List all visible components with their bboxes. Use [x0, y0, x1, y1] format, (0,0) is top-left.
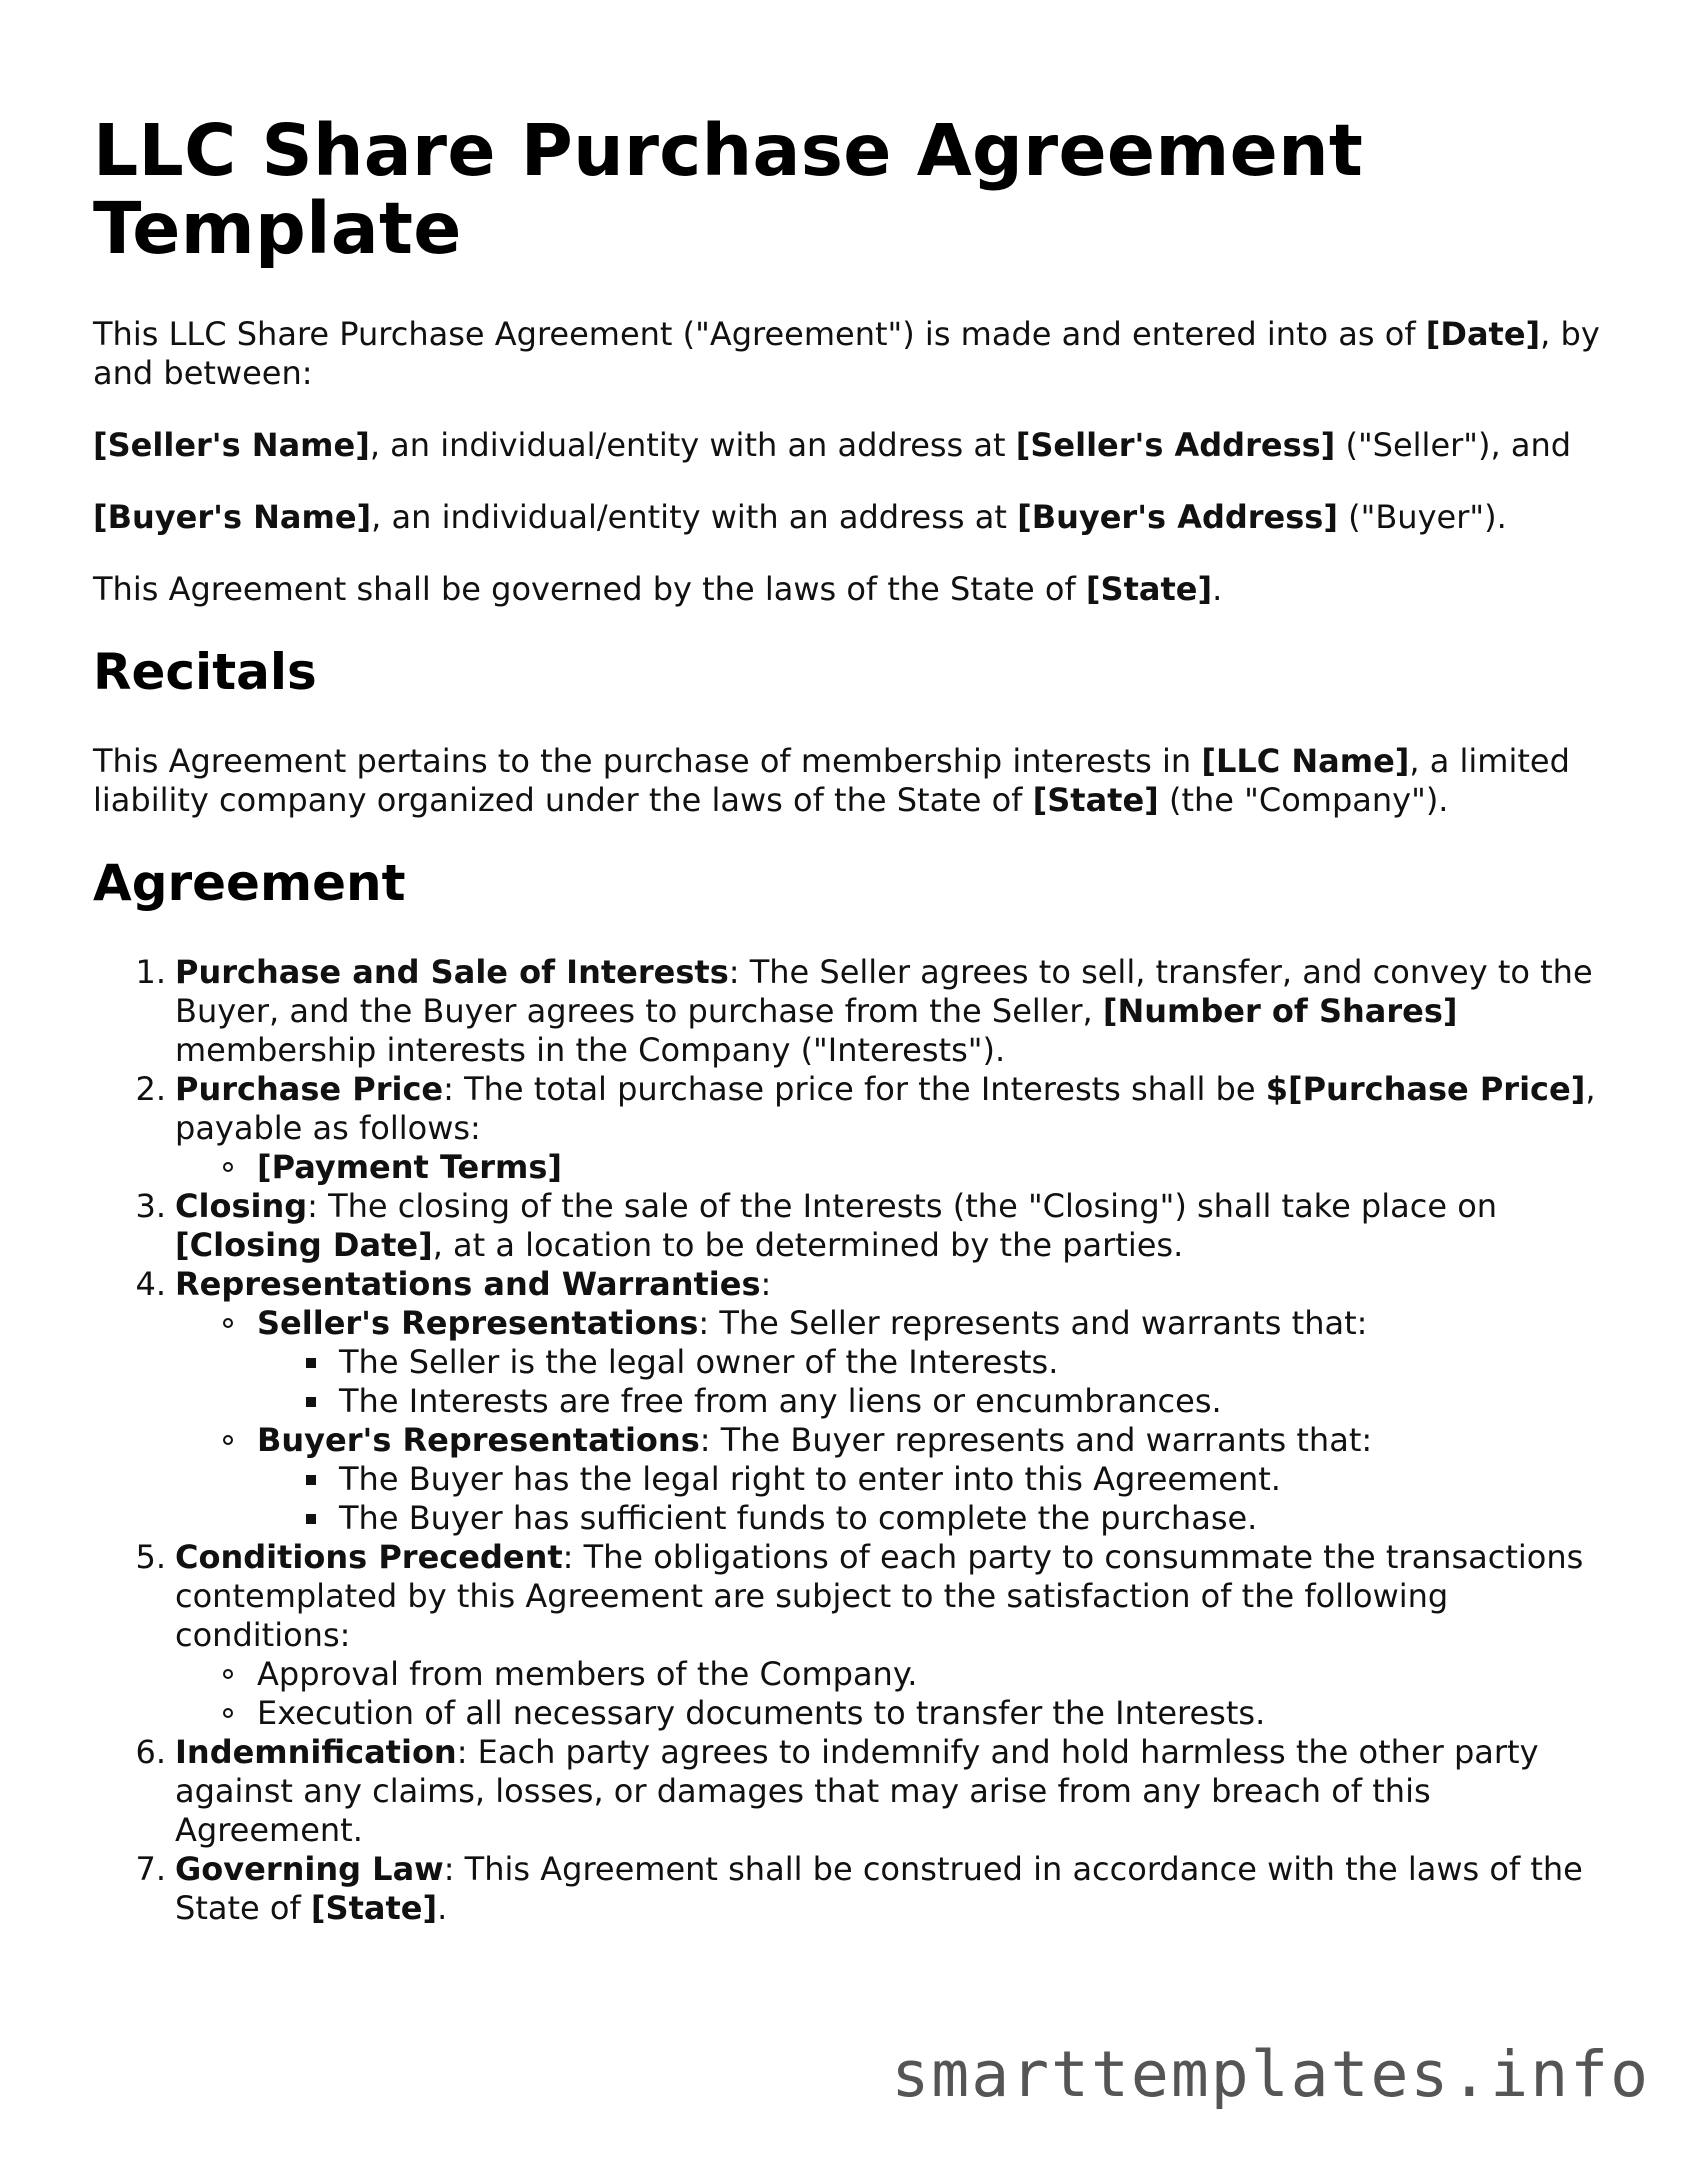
intro-paragraph: This LLC Share Purchase Agreement ("Agreement") is made and entered into as of [Date], by and between:: [93, 315, 1600, 392]
nested-list-item: The Buyer has the legal right to enter into this Agreement.: [257, 1460, 1603, 1499]
recitals-heading: Recitals: [93, 643, 317, 701]
nested-list: [257, 1343, 1603, 1421]
state-placeholder: [State]: [1085, 570, 1213, 608]
page-title: LLC Share Purchase Agreement Template: [93, 109, 1364, 270]
sub-list: [175, 1304, 1603, 1538]
llc-name-placeholder: [LLC Name]: [1201, 742, 1410, 780]
item-number: 3.: [135, 1187, 166, 1225]
list-item: 2. Purchase Price: The total purchase price for the Interests shall be $[Purchase Price], payable as follows: [Payment Terms]: [93, 1070, 1603, 1187]
item-title: Governing Law: [175, 1850, 444, 1888]
list-item: 3. Closing: The closing of the sale of the Interests (the "Closing") shall take place on [Closing Date], at a location to be determined by the parties.: [93, 1187, 1603, 1265]
sub-list-item: [175, 1148, 1603, 1187]
nested-list-item: The Buyer has sufficient funds to complete the purchase.: [257, 1499, 1603, 1538]
list-item: 7. Governing Law: This Agreement shall be construed in accordance with the laws of the State of [State].: [93, 1850, 1603, 1928]
item-number: 7.: [135, 1850, 166, 1888]
agreement-heading: Agreement: [93, 854, 406, 912]
item-number: 2.: [135, 1070, 166, 1108]
seller-address-placeholder: [Seller's Address]: [1015, 426, 1336, 464]
nested-list-item: The Interests are free from any liens or encumbrances.: [257, 1382, 1603, 1421]
sub-list-item: Buyer's Representations: The Buyer represents and warrants that: The Buyer has the legal right to enter into this Agreement. The Buyer has sufficient funds to complete the purchase.: [175, 1421, 1603, 1538]
item-title: Closing: [175, 1187, 308, 1225]
watermark: smarttemplates.info: [891, 2038, 1650, 2111]
buyer-address-placeholder: [Buyer's Address]: [1017, 498, 1338, 536]
list-item: 1. Purchase and Sale of Interests: The Seller agrees to sell, transfer, and convey to the Buyer, and the Buyer agrees to purchase from the Seller, [Number of Shares] membership interests in the Company ("Interests").: [93, 953, 1603, 1070]
buyer-paragraph: [Buyer's Name], an individual/entity with an address at [Buyer's Address] ("Buyer").: [93, 498, 1507, 536]
sub-list-item: Seller's Representations: The Seller represents and warrants that: The Seller is the legal owner of the Interests. The Interests are free from any liens or encumbrances.: [175, 1304, 1603, 1421]
shares-placeholder: [Number of Shares]: [1102, 992, 1458, 1030]
sub-list: [175, 1148, 1603, 1187]
sub-list-item: Execution of all necessary documents to transfer the Interests.: [175, 1694, 1603, 1733]
sub-list: [175, 1655, 1603, 1733]
buyer-name-placeholder: [Buyer's Name]: [93, 498, 372, 536]
price-placeholder: $[Purchase Price]: [1265, 1070, 1586, 1108]
list-item: 6. Indemnification: Each party agrees to indemnify and hold harmless the other party against any claims, losses, or damages that may arise from any breach of this Agreement.: [93, 1733, 1603, 1850]
item-title: Conditions Precedent: [175, 1538, 563, 1576]
item-number: 6.: [135, 1733, 166, 1771]
agreement-list: [93, 953, 1603, 1928]
item-title: Purchase Price: [175, 1070, 444, 1108]
seller-representations-title: Seller's Representations: [257, 1304, 699, 1342]
nested-list: [257, 1460, 1603, 1538]
item-title: Representations and Warranties: [175, 1265, 761, 1303]
recitals-paragraph: This Agreement pertains to the purchase of membership interests in [LLC Name], a limited liability company organized under the laws of the State of [State] (the "Company").: [93, 742, 1570, 819]
seller-paragraph: [Seller's Name], an individual/entity with an address at [Seller's Address] ("Seller"), and: [93, 426, 1572, 464]
closing-date-placeholder: [Closing Date]: [175, 1226, 433, 1264]
item-title: Indemnification: [175, 1733, 457, 1771]
sub-list-item: Approval from members of the Company.: [175, 1655, 1603, 1694]
document-content: [93, 109, 1603, 1928]
date-placeholder: [Date]: [1425, 315, 1541, 353]
state-placeholder: [State]: [310, 1889, 438, 1927]
item-number: 1.: [135, 953, 166, 991]
list-item: 4. Representations and Warranties: Seller's Representations: The Seller represents and warrants that: The Seller is the legal owner of the Interests. The Interests are free from any liens or encumbrances. Buyer's Representations: The Buyer represents and warrants that: The Buyer has the legal right to enter into this Agreement. The Buyer has sufficient funds to complete the purchase.: [93, 1265, 1603, 1538]
buyer-representations-title: Buyer's Representations: [257, 1421, 700, 1459]
item-number: 5.: [135, 1538, 166, 1576]
state-placeholder: [State]: [1032, 781, 1159, 819]
list-item: 5. Conditions Precedent: The obligations of each party to consummate the transactions contemplated by this Agreement are subject to the satisfaction of the following conditions: Approval from members of the Company. Execution of all necessary documents to transfer the Interests.: [93, 1538, 1603, 1733]
item-title: Purchase and Sale of Interests: [175, 953, 729, 991]
item-number: 4.: [135, 1265, 166, 1303]
seller-name-placeholder: [Seller's Name]: [93, 426, 370, 464]
payment-terms-placeholder: [Payment Terms]: [257, 1148, 563, 1186]
nested-list-item: The Seller is the legal owner of the Interests.: [257, 1343, 1603, 1382]
governing-paragraph: This Agreement shall be governed by the laws of the State of [State].: [93, 570, 1223, 608]
